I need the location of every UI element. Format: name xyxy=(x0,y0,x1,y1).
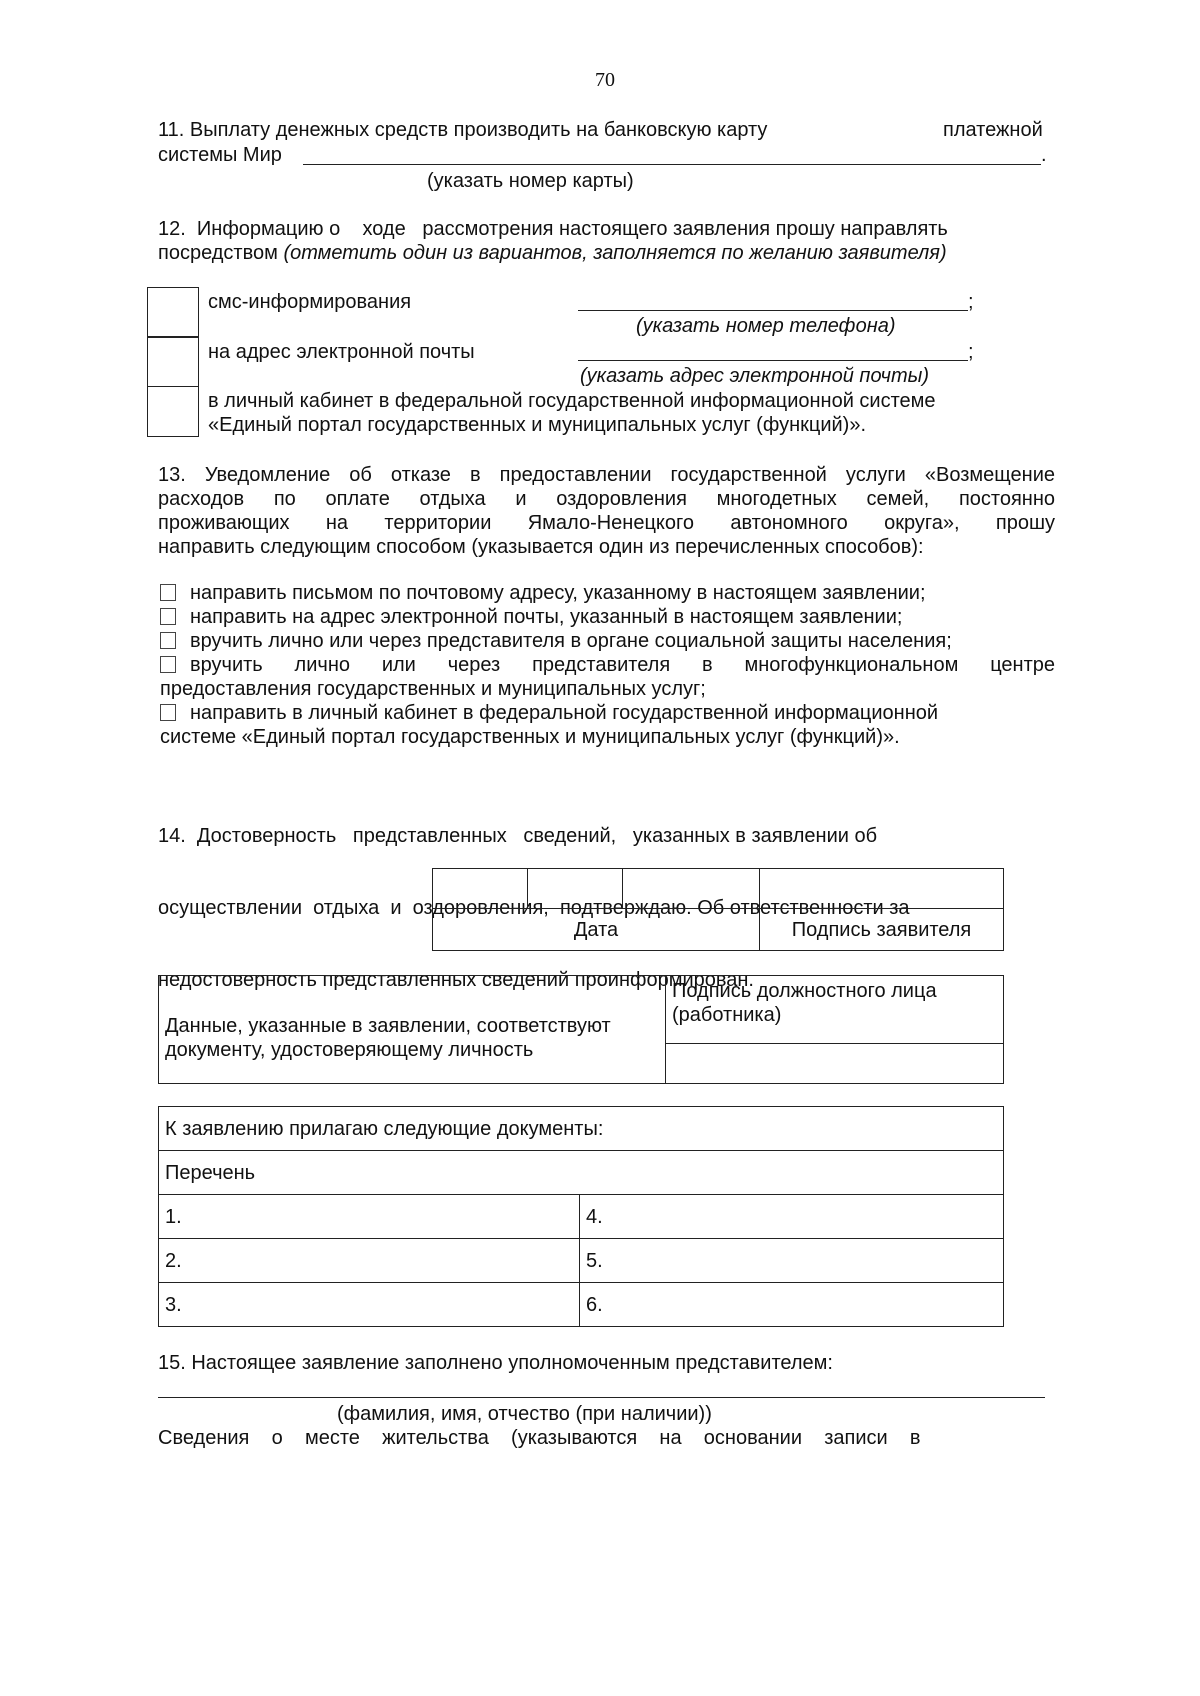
checkbox[interactable] xyxy=(160,608,176,625)
email-checkbox[interactable] xyxy=(147,336,199,387)
date-day-cell[interactable] xyxy=(433,869,528,909)
refusal-option-cont: предоставления государственных и муниципальных услуг; xyxy=(160,678,706,700)
checkbox[interactable] xyxy=(160,704,176,721)
signature-cell[interactable] xyxy=(760,869,1004,909)
signature-table xyxy=(432,868,1004,951)
documents-table xyxy=(158,1106,1004,1327)
refusal-option: направить в личный кабинет в федеральной государственной информационной xyxy=(160,701,1055,725)
s14-line: осуществлении отдыха и оздоровления, подтверждаю. Об ответственности за xyxy=(158,897,910,919)
official-table xyxy=(158,975,1004,1084)
refusal-option-cont: системе «Единый портал государственных и муниципальных услуг (функций)». xyxy=(160,726,900,748)
card-number-field[interactable] xyxy=(303,164,1041,165)
checkbox[interactable] xyxy=(160,656,176,673)
email-hint: (указать адрес электронной почты) xyxy=(580,365,930,387)
s12-text2 xyxy=(158,241,947,265)
s13-line: 13. Уведомление об отказе в предоставлении государственной услуги «Возмещение xyxy=(158,464,1055,486)
refusal-option: вручить лично или через представителя в органе социальной защиты населения; xyxy=(160,629,1055,653)
document-item[interactable]: 5. xyxy=(580,1239,1004,1283)
s13-line: расходов по оплате отдыха и оздоровления многодетных семей, постоянно xyxy=(158,488,1055,510)
documents-header: К заявлению прилагаю следующие документы: xyxy=(159,1107,1004,1151)
s14-line: недостоверность представленных сведений проинформирован. xyxy=(158,969,754,991)
phone-field[interactable] xyxy=(578,310,968,311)
s12-text: 12. Информацию о ходе рассмотрения настоящего заявления прошу направлять xyxy=(158,218,948,240)
portal-checkbox[interactable] xyxy=(147,386,199,437)
document-item[interactable]: 1. xyxy=(159,1195,580,1239)
s13-line: проживающих на территории Ямало-Ненецкого автономного округа», прошу xyxy=(158,512,1055,534)
phone-hint: (указать номер телефона) xyxy=(636,315,896,337)
s11-text-end: платежной xyxy=(943,119,1043,141)
s15-text: 15. Настоящее заявление заполнено уполномоченным представителем: xyxy=(158,1352,833,1374)
email-label: на адрес электронной почты xyxy=(208,341,475,363)
semicolon: ; xyxy=(968,291,974,313)
refusal-option: направить письмом по почтовому адресу, указанному в настоящем заявлении; xyxy=(160,581,1055,605)
semicolon: ; xyxy=(968,341,974,363)
s14-line: 14. Достоверность представленных сведений, указанных в заявлении об xyxy=(158,825,878,847)
identity-check-text: Данные, указанные в заявлении, соответствуют документу, удостоверяющему личность xyxy=(159,976,666,1084)
sms-checkbox[interactable] xyxy=(147,287,199,338)
representative-hint: (фамилия, имя, отчество (при наличии)) xyxy=(337,1403,712,1425)
page-number: 70 xyxy=(595,69,615,91)
s13-paragraph xyxy=(158,463,1055,559)
card-hint: (указать номер карты) xyxy=(427,170,634,192)
s12-word: посредством xyxy=(158,242,278,264)
official-signature-cell[interactable] xyxy=(666,1044,1004,1084)
email-field[interactable] xyxy=(578,360,968,361)
s11-text2: системы Мир xyxy=(158,144,282,166)
date-year-cell[interactable] xyxy=(623,869,760,909)
documents-list-label: Перечень xyxy=(159,1151,1004,1195)
official-signature-label: Подпись должностного лица (работника) xyxy=(666,976,1004,1044)
document-item[interactable]: 3. xyxy=(159,1283,580,1327)
document-item[interactable]: 6. xyxy=(580,1283,1004,1327)
refusal-option: вручить лично или через представителя в многофункциональном центре xyxy=(160,653,1055,677)
checkbox[interactable] xyxy=(160,584,176,601)
refusal-option: направить на адрес электронной почты, указанный в настоящем заявлении; xyxy=(160,605,1055,629)
document-item[interactable]: 4. xyxy=(580,1195,1004,1239)
date-month-cell[interactable] xyxy=(528,869,623,909)
document-item[interactable]: 2. xyxy=(159,1239,580,1283)
period: . xyxy=(1041,144,1047,166)
signature-label: Подпись заявителя xyxy=(760,909,1004,951)
s11-text: 11. Выплату денежных средств производить на банковскую карту xyxy=(158,119,768,141)
sms-label: смс-информирования xyxy=(208,291,412,313)
s12-note: (отметить один из вариантов, заполняется по желанию заявителя) xyxy=(283,242,947,264)
refusal-options xyxy=(160,581,1055,749)
representative-name-field[interactable] xyxy=(158,1397,1045,1398)
s13-line: направить следующим способом (указывается один из перечисленных способов): xyxy=(158,536,924,558)
checkbox[interactable] xyxy=(160,632,176,649)
date-label: Дата xyxy=(433,909,760,951)
residence-text: Сведения о месте жительства (указываются на основании записи в xyxy=(158,1427,921,1449)
portal-label-2: «Единый портал государственных и муниципальных услуг (функций)». xyxy=(208,414,866,436)
portal-label: в личный кабинет в федеральной государственной информационной системе xyxy=(208,390,936,412)
